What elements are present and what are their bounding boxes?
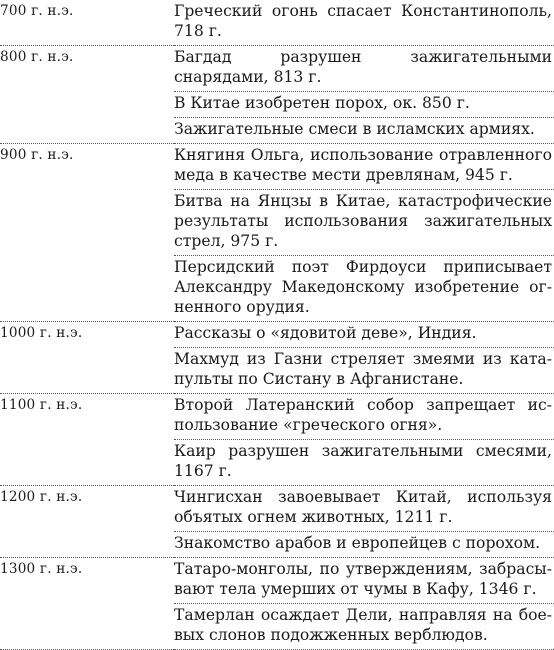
event-text: Битва на Янцзы в Китае, катастрофические результаты использования зажигательных стрел, 975 г.	[174, 190, 554, 256]
era-label: 1200 г. н.э.	[0, 489, 83, 505]
event-text: Татаро-монголы, по утверждениям, забрасывают тела умерших от чумы в Кафу, 1346 г.	[174, 558, 554, 604]
era-cell-empty	[0, 118, 174, 144]
era-label: 700 г. н.э.	[0, 0, 174, 46]
table-row	[0, 348, 554, 394]
table-row	[0, 92, 554, 118]
event-text: Знакомство арабов и европейцев с порохом.	[174, 532, 554, 558]
event-text: Чингисхан завоевывает Китай, используя объятых огнем животных, 1211 г.	[174, 486, 554, 532]
table-row	[0, 604, 554, 650]
table-row	[0, 190, 554, 256]
table-row	[0, 486, 554, 532]
era-label: 800 г. н.э.	[0, 49, 74, 65]
era-cell-empty	[0, 604, 174, 650]
table-row	[0, 532, 554, 558]
event-text: Багдад разрушен зажигательными снарядами, 813 г.	[174, 46, 554, 92]
era-label: 1000 г. н.э.	[0, 325, 83, 341]
event-text: Зажигательные смеси в исламских армиях.	[174, 118, 554, 144]
table-row	[0, 440, 554, 486]
era-cell-empty	[0, 532, 174, 558]
era-cell-empty	[0, 190, 174, 256]
table-row	[0, 144, 554, 190]
table-row	[0, 46, 554, 92]
event-text: Каир разрушен зажигательными смесями, 1167 г.	[174, 440, 554, 486]
era-cell-empty	[0, 348, 174, 394]
event-text: В Китае изобретен порох, ок. 850 г.	[174, 92, 554, 118]
event-text: Махмуд из Газни стреляет змеями из катапульты по Систану в Афганистане.	[174, 348, 554, 394]
era-cell-empty	[0, 256, 174, 322]
event-text: Второй Латеранский собор запрещает использование «греческого огня».	[174, 394, 554, 440]
table-row	[0, 0, 554, 46]
event-text: Княгиня Ольга, использование отравленного меда в качестве мести древлянам, 945 г.	[174, 144, 554, 190]
event-text: Греческий огонь спасает Константинополь, 718 г.	[174, 0, 554, 46]
era-label: 900 г. н.э.	[0, 147, 74, 163]
table-row	[0, 118, 554, 144]
event-text: Тамерлан осаждает Дели, направляя на боевых слонов подожженных верблюдов.	[174, 604, 554, 650]
table-row	[0, 256, 554, 322]
event-text: Рассказы о «ядовитой деве», Индия.	[174, 322, 554, 348]
table-row	[0, 558, 554, 604]
era-label: 1300 г. н.э.	[0, 561, 83, 577]
event-text: Персидский поэт Фирдоуси приписывает Александру Македонскому изобретение огненного орудия.	[174, 256, 554, 322]
table-row	[0, 394, 554, 440]
era-cell-empty	[0, 440, 174, 486]
table-row	[0, 322, 554, 348]
era-cell-empty	[0, 92, 174, 118]
era-label: 1100 г. н.э.	[0, 397, 83, 413]
